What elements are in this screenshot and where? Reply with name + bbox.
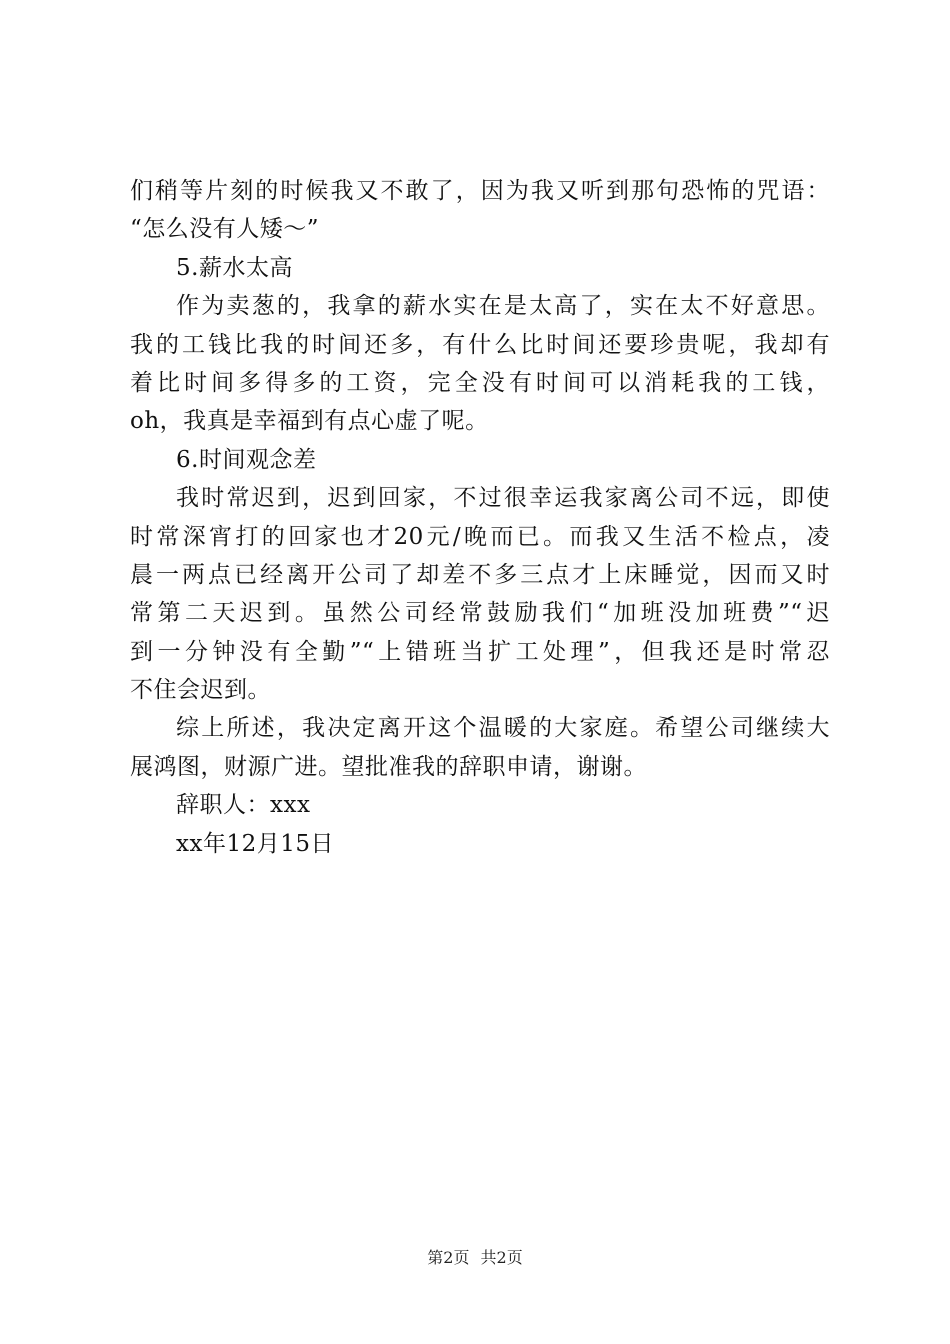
- body-line: 常第二天迟到。虽然公司经常鼓励我们“加班没加班费”“迟: [130, 600, 830, 627]
- body-line: 时常深宵打的回家也才20元/晚而已。而我又生活不检点，凌: [130, 523, 830, 550]
- body-line: 们稍等片刻的时候我又不敢了，因为我又听到那句恐怖的咒语：: [130, 178, 830, 204]
- body-line: oh，我真是幸福到有点心虚了呢。: [130, 408, 489, 435]
- body-line: 作为卖葱的，我拿的薪水实在是太高了，实在太不好意思。: [176, 293, 830, 320]
- date-line: xx年12月15日: [176, 830, 334, 857]
- section-heading: 5.薪水太高: [176, 254, 293, 281]
- body-line: 综上所述，我决定离开这个温暖的大家庭。希望公司继续大: [176, 715, 830, 742]
- body-line: 不住会迟到。: [130, 677, 271, 704]
- document-body: [130, 172, 830, 863]
- body-line: 我时常迟到，迟到回家，不过很幸运我家离公司不远，即使: [176, 485, 830, 512]
- page-number: 第2页: [427, 1248, 470, 1267]
- body-line: 着比时间多得多的工资，完全没有时间可以消耗我的工钱，: [130, 369, 830, 396]
- signature-line: 辞职人：xxx: [176, 792, 311, 819]
- body-line: 到一分钟没有全勤”“上错班当扩工处理”，但我还是时常忍: [130, 638, 830, 665]
- page-footer: [0, 1245, 950, 1268]
- body-line: 晨一两点已经离开公司了却差不多三点才上床睡觉，因而又时: [130, 561, 830, 588]
- body-line: 我的工钱比我的时间还多，有什么比时间还要珍贵呢，我却有: [130, 331, 830, 358]
- body-line: 展鸿图，财源广进。望批准我的辞职申请，谢谢。: [130, 753, 647, 780]
- section-heading: 6.时间观念差: [176, 446, 317, 473]
- body-line: “怎么没有人矮～”: [130, 216, 320, 243]
- page-total: 共2页: [480, 1248, 523, 1267]
